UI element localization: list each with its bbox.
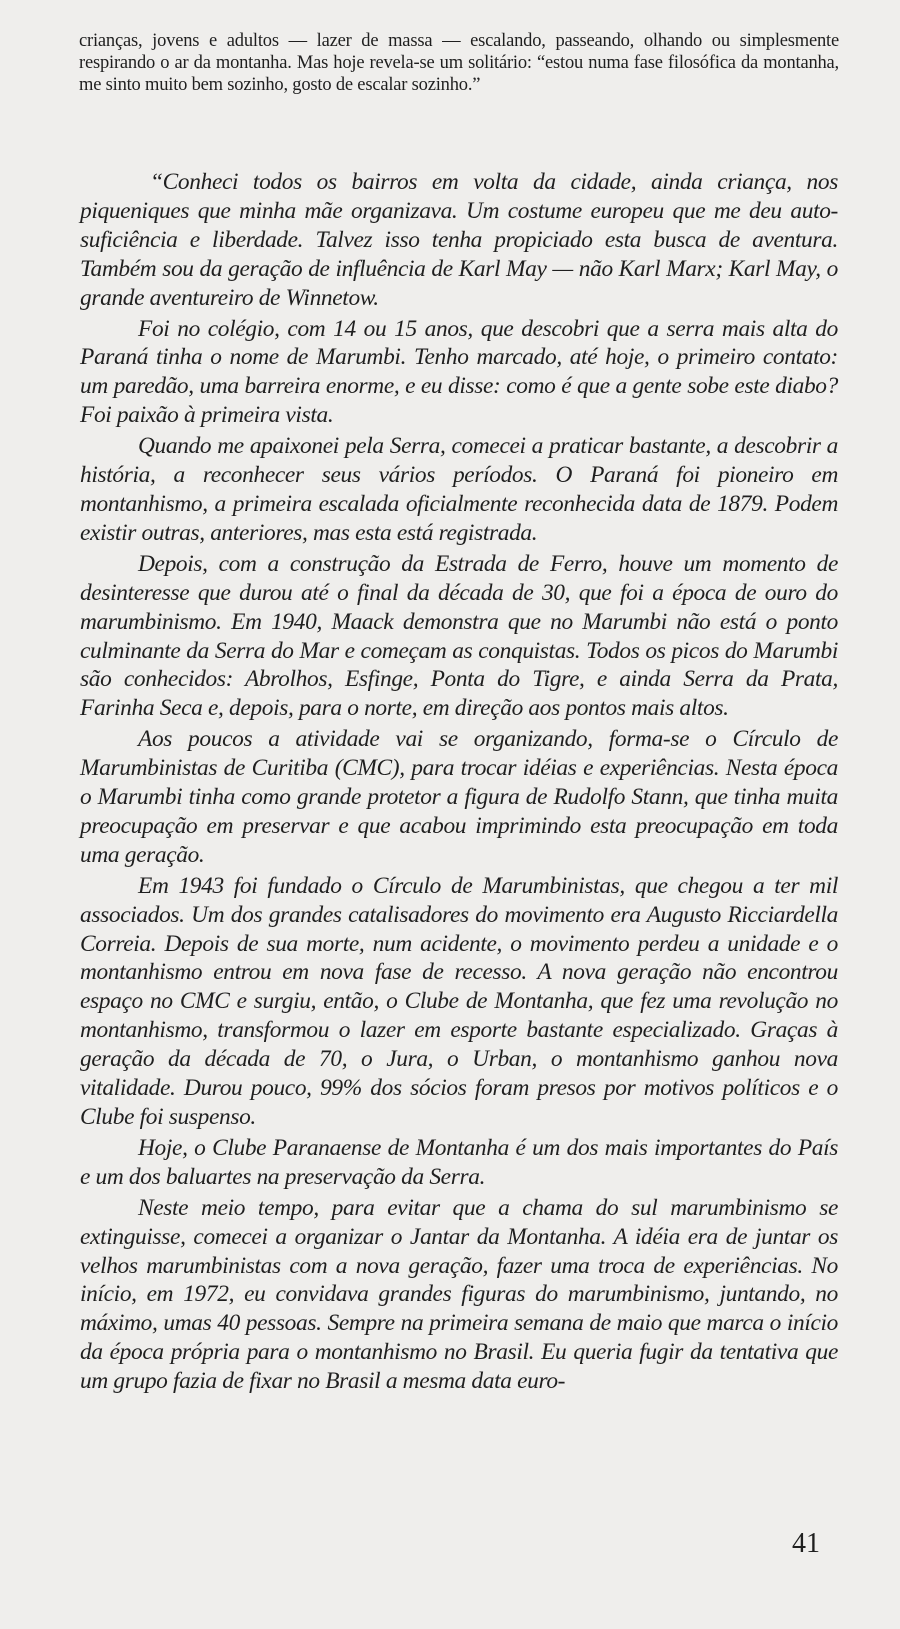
quoted-testimony	[80, 168, 838, 1398]
paragraph-1: “Conheci todos os bairros em volta da cidade, ainda criança, nos piqueniques que minha mãe organizava. Um costume europeu que me deu auto-suficiência e liberdade. Talvez isso tenha propiciado esta busca de aventura. Também sou da geração de influência de Karl May — não Karl Marx; Karl May, o grande aventureiro de Winnetow.	[80, 169, 838, 311]
intro-paragraph: crianças, jovens e adultos — lazer de massa — escalando, passeando, olhando ou simplesmente respirando o ar da montanha. Mas hoje revela-se um solitário: “estou numa fase filosófica da montanha, me sinto muito bem sozinho, gosto de escalar sozinho.”	[79, 31, 839, 95]
paragraph-5: Aos poucos a atividade vai se organizando, forma-se o Círculo de Marumbinistas de Curitiba (CMC), para trocar idéias e experiências. Nesta época o Marumbi tinha como grande protetor a figura de Rudolfo Stann, que tinha muita preocupação em preservar e que acabou imprimindo esta preocupação em toda uma geração.	[80, 726, 838, 868]
paragraph-8: Neste meio tempo, para evitar que a chama do sul marumbinismo se extinguisse, comecei a organizar o Jantar da Montanha. A idéia era de juntar os velhos marumbinistas com a nova geração, fazer uma troca de experiências. No início, em 1972, eu convidava grandes figuras do marumbinismo, juntando, no máximo, umas 40 pessoas. Sempre na primeira semana de maio que marca o início da época própria para o montanhismo no Brasil. Eu queria fugir da tentativa que um grupo fazia de fixar no Brasil a mesma data euro-	[80, 1194, 838, 1395]
paragraph-3: Quando me apaixonei pela Serra, comecei a praticar bastante, a descobrir a história, a reconhecer seus vários períodos. O Paraná foi pioneiro em montanhismo, a primeira escalada oficialmente reconhecida data de 1879. Podem existir outras, anteriores, mas esta está registrada.	[80, 433, 838, 546]
paragraph-2: Foi no colégio, com 14 ou 15 anos, que descobri que a serra mais alta do Paraná tinha o nome de Marumbi. Tenho marcado, até hoje, o primeiro contato: um paredão, uma barreira enorme, e eu disse: como é que a gente sobe este diabo? Foi paixão à primeira vista.	[80, 315, 838, 429]
paragraph-7: Hoje, o Clube Paranaense de Montanha é um dos mais importantes do País e um dos baluartes na preservação da Serra.	[80, 1134, 838, 1190]
page-number: 41	[792, 1528, 820, 1559]
paragraph-6: Em 1943 foi fundado o Círculo de Marumbinistas, que chegou a ter mil associados. Um dos grandes catalisadores do movimento era Augusto Ricciardella Correia. Depois de sua morte, num acidente, o movimento perdeu a unidade e o montanhismo entrou em nova fase de recesso. A nova geração não encontrou espaço no CMC e surgiu, então, o Clube de Montanha, que fez uma revolução no montanhismo, transformou o lazer em esporte bastante especializado. Graças à geração da década de 70, o Jura, o Urban, o montanhismo ganhou nova vitalidade. Durou pouco, 99% dos sócios foram presos por motivos políticos e o Clube foi suspenso.	[80, 872, 838, 1130]
paragraph-4: Depois, com a construção da Estrada de Ferro, houve um momento de desinteresse que durou até o final da década de 30, que foi a época de ouro do marumbinismo. Em 1940, Maack demonstra que no Marumbi não está o ponto culminante da Serra do Mar e começam as conquistas. Todos os picos do Marumbi são conhecidos: Abrolhos, Esfinge, Ponta do Tigre, e ainda Serra da Prata, Farinha Seca e, depois, para o norte, em direção aos pontos mais altos.	[80, 550, 838, 722]
